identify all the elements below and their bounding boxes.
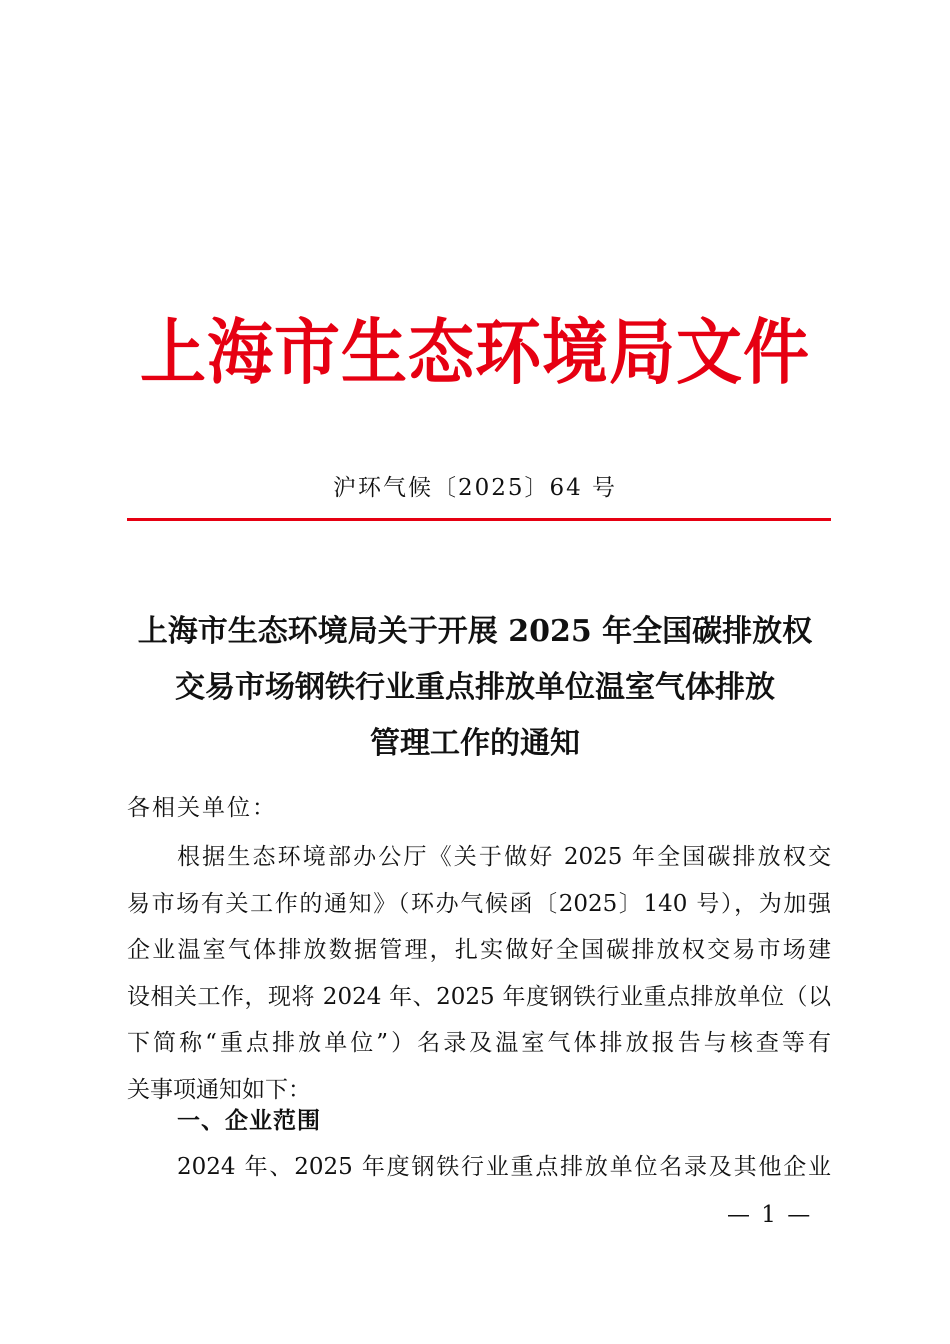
body-line: 根据生态环境部办公厅《关于做好 2025 年全国碳排放权交 — [177, 844, 831, 870]
body-line: 下简称“重点排放单位”）名录及温室气体排放报告与核查等有 — [127, 1030, 831, 1056]
body-paragraph — [127, 834, 831, 1113]
page-number: — 1 — — [727, 1202, 813, 1228]
masthead-title: 上海市生态环境局文件 — [140, 310, 810, 395]
body-line: 易市场有关工作的通知》（环办气候函〔2025〕140 号），为加强 — [127, 890, 831, 917]
notice-title-line: 上海市生态环境局关于开展 2025 年全国碳排放权 — [137, 614, 813, 649]
red-divider-rule — [127, 518, 831, 521]
body-line: 关事项通知如下： — [127, 1076, 311, 1103]
notice-title-line: 管理工作的通知 — [370, 726, 580, 761]
notice-title — [100, 604, 850, 772]
document-number: 沪环气候〔2025〕64 号 — [332, 475, 618, 501]
body-line: 设相关工作，现将 2024 年、2025 年度钢铁行业重点排放单位（以 — [127, 983, 831, 1010]
section-paragraph-line: 2024 年、2025 年度钢铁行业重点排放单位名录及其他企业 — [177, 1154, 831, 1180]
salutation: 各相关单位： — [127, 795, 277, 821]
section-heading: 一、企业范围 — [177, 1108, 321, 1134]
notice-title-line: 交易市场钢铁行业重点排放单位温室气体排放 — [175, 670, 775, 705]
body-line: 企业温室气体排放数据管理，扎实做好全国碳排放权交易市场建 — [127, 937, 831, 963]
